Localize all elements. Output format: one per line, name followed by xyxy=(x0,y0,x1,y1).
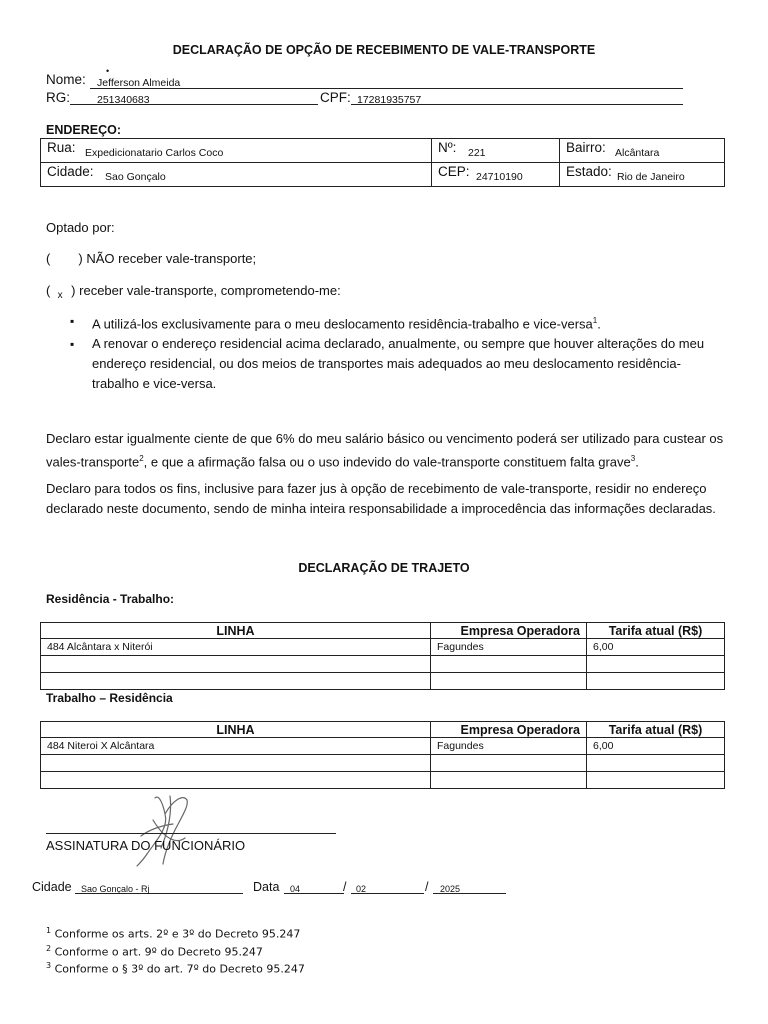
street-cell xyxy=(41,139,432,163)
table-row xyxy=(41,656,725,673)
month-field[interactable]: 02 xyxy=(356,884,367,894)
operator-cell[interactable]: Fagundes xyxy=(431,738,587,755)
fare-cell[interactable]: 6,00 xyxy=(587,639,725,656)
street-field[interactable]: Expedicionatario Carlos Coco xyxy=(85,147,224,159)
place-field[interactable]: Sao Gonçalo - Rj xyxy=(81,884,150,894)
column-header: Empresa Operadora xyxy=(431,722,587,738)
name-label: Nome: xyxy=(46,72,86,87)
options-intro: Optado por: xyxy=(46,220,115,235)
table-row xyxy=(41,738,725,755)
date-label: Data xyxy=(253,880,280,894)
number-cell xyxy=(432,139,560,163)
table-row xyxy=(41,772,725,789)
commitment-item: ▪ A utilizá-los exclusivamente para o meu deslocamento residência-trabalho e vice-versa$^1$. xyxy=(70,311,710,334)
state-label: Estado: xyxy=(566,164,612,179)
table-row xyxy=(41,673,725,690)
option-yes-mark: x xyxy=(57,290,63,301)
option-no[interactable] xyxy=(46,249,256,269)
state-cell xyxy=(560,163,725,187)
district-label: Bairro: xyxy=(566,140,606,155)
address-heading: ENDEREÇO: xyxy=(46,123,122,137)
year-field[interactable]: 2025 xyxy=(440,884,461,894)
address-table xyxy=(40,138,725,187)
city-cell xyxy=(41,163,432,187)
district-cell xyxy=(560,139,725,163)
line-cell[interactable] xyxy=(41,656,431,673)
commitment-item: ▪ A renovar o endereço residencial acima declarado, anualmente, ou sempre que houver alterações do meu endereço residencial, ou dos meios de transportes mais adequados ao meu deslocamento residência-trabalho e vice-versa. xyxy=(70,334,710,394)
work-to-home-table xyxy=(40,721,725,789)
work-to-home-label: Trabalho – Residência xyxy=(46,691,173,705)
date-separator: / xyxy=(343,880,347,894)
zip-cell xyxy=(432,163,560,187)
rg-field[interactable]: 251340683 xyxy=(97,94,150,106)
place-label: Cidade xyxy=(32,880,72,894)
line-cell[interactable]: 484 Alcântara x Niterói xyxy=(41,639,431,656)
footnote: $^2$ Conforme o art. 9º do Decreto 95.247 xyxy=(46,943,263,959)
fare-cell[interactable] xyxy=(587,755,725,772)
rg-label: RG: xyxy=(46,90,71,105)
column-header: LINHA xyxy=(41,722,431,738)
street-label: Rua: xyxy=(47,140,76,155)
operator-cell[interactable] xyxy=(431,673,587,690)
footnote: $^1$ Conforme os arts. 2º e 3º do Decreto 95.247 xyxy=(46,926,301,941)
line-cell[interactable] xyxy=(41,772,431,789)
city-field[interactable]: Sao Gonçalo xyxy=(105,171,166,183)
signature-scribble xyxy=(125,790,205,870)
date-separator: / xyxy=(425,880,429,894)
route-heading: DECLARAÇÃO DE TRAJETO xyxy=(298,561,470,575)
line-cell[interactable] xyxy=(41,755,431,772)
declaration-paragraph-1: Declaro estar igualmente ciente de que 6% do meu salário básico ou vencimento poderá ser utilizado para custear os vales-transporte$^2$, e que a afirmação falsa ou o uso indevido do vale-transporte constituem falta grave$^3$. xyxy=(46,431,724,470)
table-header-row xyxy=(41,722,725,738)
number-field[interactable]: 221 xyxy=(468,147,486,159)
column-header: Empresa Operadora xyxy=(431,623,587,639)
option-no-checkbox[interactable]: ( ) xyxy=(46,251,83,266)
option-yes[interactable] xyxy=(46,281,341,303)
name-field[interactable]: Jefferson Almeida xyxy=(97,77,181,89)
fare-cell[interactable] xyxy=(587,656,725,673)
table-row xyxy=(41,639,725,656)
state-field[interactable]: Rio de Janeiro xyxy=(617,171,685,183)
city-label: Cidade: xyxy=(47,164,94,179)
mark-asterisk: • xyxy=(106,66,110,76)
option-yes-label: receber vale-transporte, comprometendo-me: xyxy=(79,283,341,298)
column-header: Tarifa atual (R$) xyxy=(587,722,725,738)
home-to-work-table xyxy=(40,622,725,690)
table-row xyxy=(41,755,725,772)
fare-cell[interactable] xyxy=(587,673,725,690)
footnotes xyxy=(46,924,305,977)
footnote: $^3$ Conforme o § 3º do art. 7º do Decreto 95.247 xyxy=(46,961,305,976)
option-yes-checkbox[interactable]: ( x ) xyxy=(46,283,76,298)
operator-cell[interactable] xyxy=(431,656,587,673)
district-field[interactable]: Alcântara xyxy=(615,147,660,159)
table-header-row xyxy=(41,623,725,639)
signature-label: ASSINATURA DO FUNCIONÁRIO xyxy=(46,838,246,853)
operator-cell[interactable] xyxy=(431,755,587,772)
zip-label: CEP: xyxy=(438,164,470,179)
fare-cell[interactable]: 6,00 xyxy=(587,738,725,755)
fare-cell[interactable] xyxy=(587,772,725,789)
commitments-list xyxy=(70,311,710,394)
column-header: Tarifa atual (R$) xyxy=(587,623,725,639)
line-cell[interactable] xyxy=(41,673,431,690)
day-field[interactable]: 04 xyxy=(290,884,301,894)
option-no-label: NÃO receber vale-transporte; xyxy=(86,251,257,266)
column-header: LINHA xyxy=(41,623,431,639)
home-to-work-label: Residência - Trabalho: xyxy=(46,592,175,606)
signature-line[interactable] xyxy=(46,833,336,834)
operator-cell[interactable]: Fagundes xyxy=(431,639,587,656)
cpf-field[interactable]: 17281935757 xyxy=(357,94,422,106)
operator-cell[interactable] xyxy=(431,772,587,789)
declaration-paragraph-2: Declaro para todos os fins, inclusive para fazer jus à opção de recebimento de vale-transporte, residir no endereço declarado neste documento, sendo de minha inteira responsabilidade a improcedência das informações declaradas. xyxy=(46,481,716,516)
document-title: DECLARAÇÃO DE OPÇÃO DE RECEBIMENTO DE VALE-TRANSPORTE xyxy=(172,43,596,57)
zip-field[interactable]: 24710190 xyxy=(476,171,523,183)
line-cell[interactable]: 484 Niteroi X Alcântara xyxy=(41,738,431,755)
cpf-label: CPF: xyxy=(320,90,351,105)
number-label: Nº: xyxy=(438,140,457,155)
